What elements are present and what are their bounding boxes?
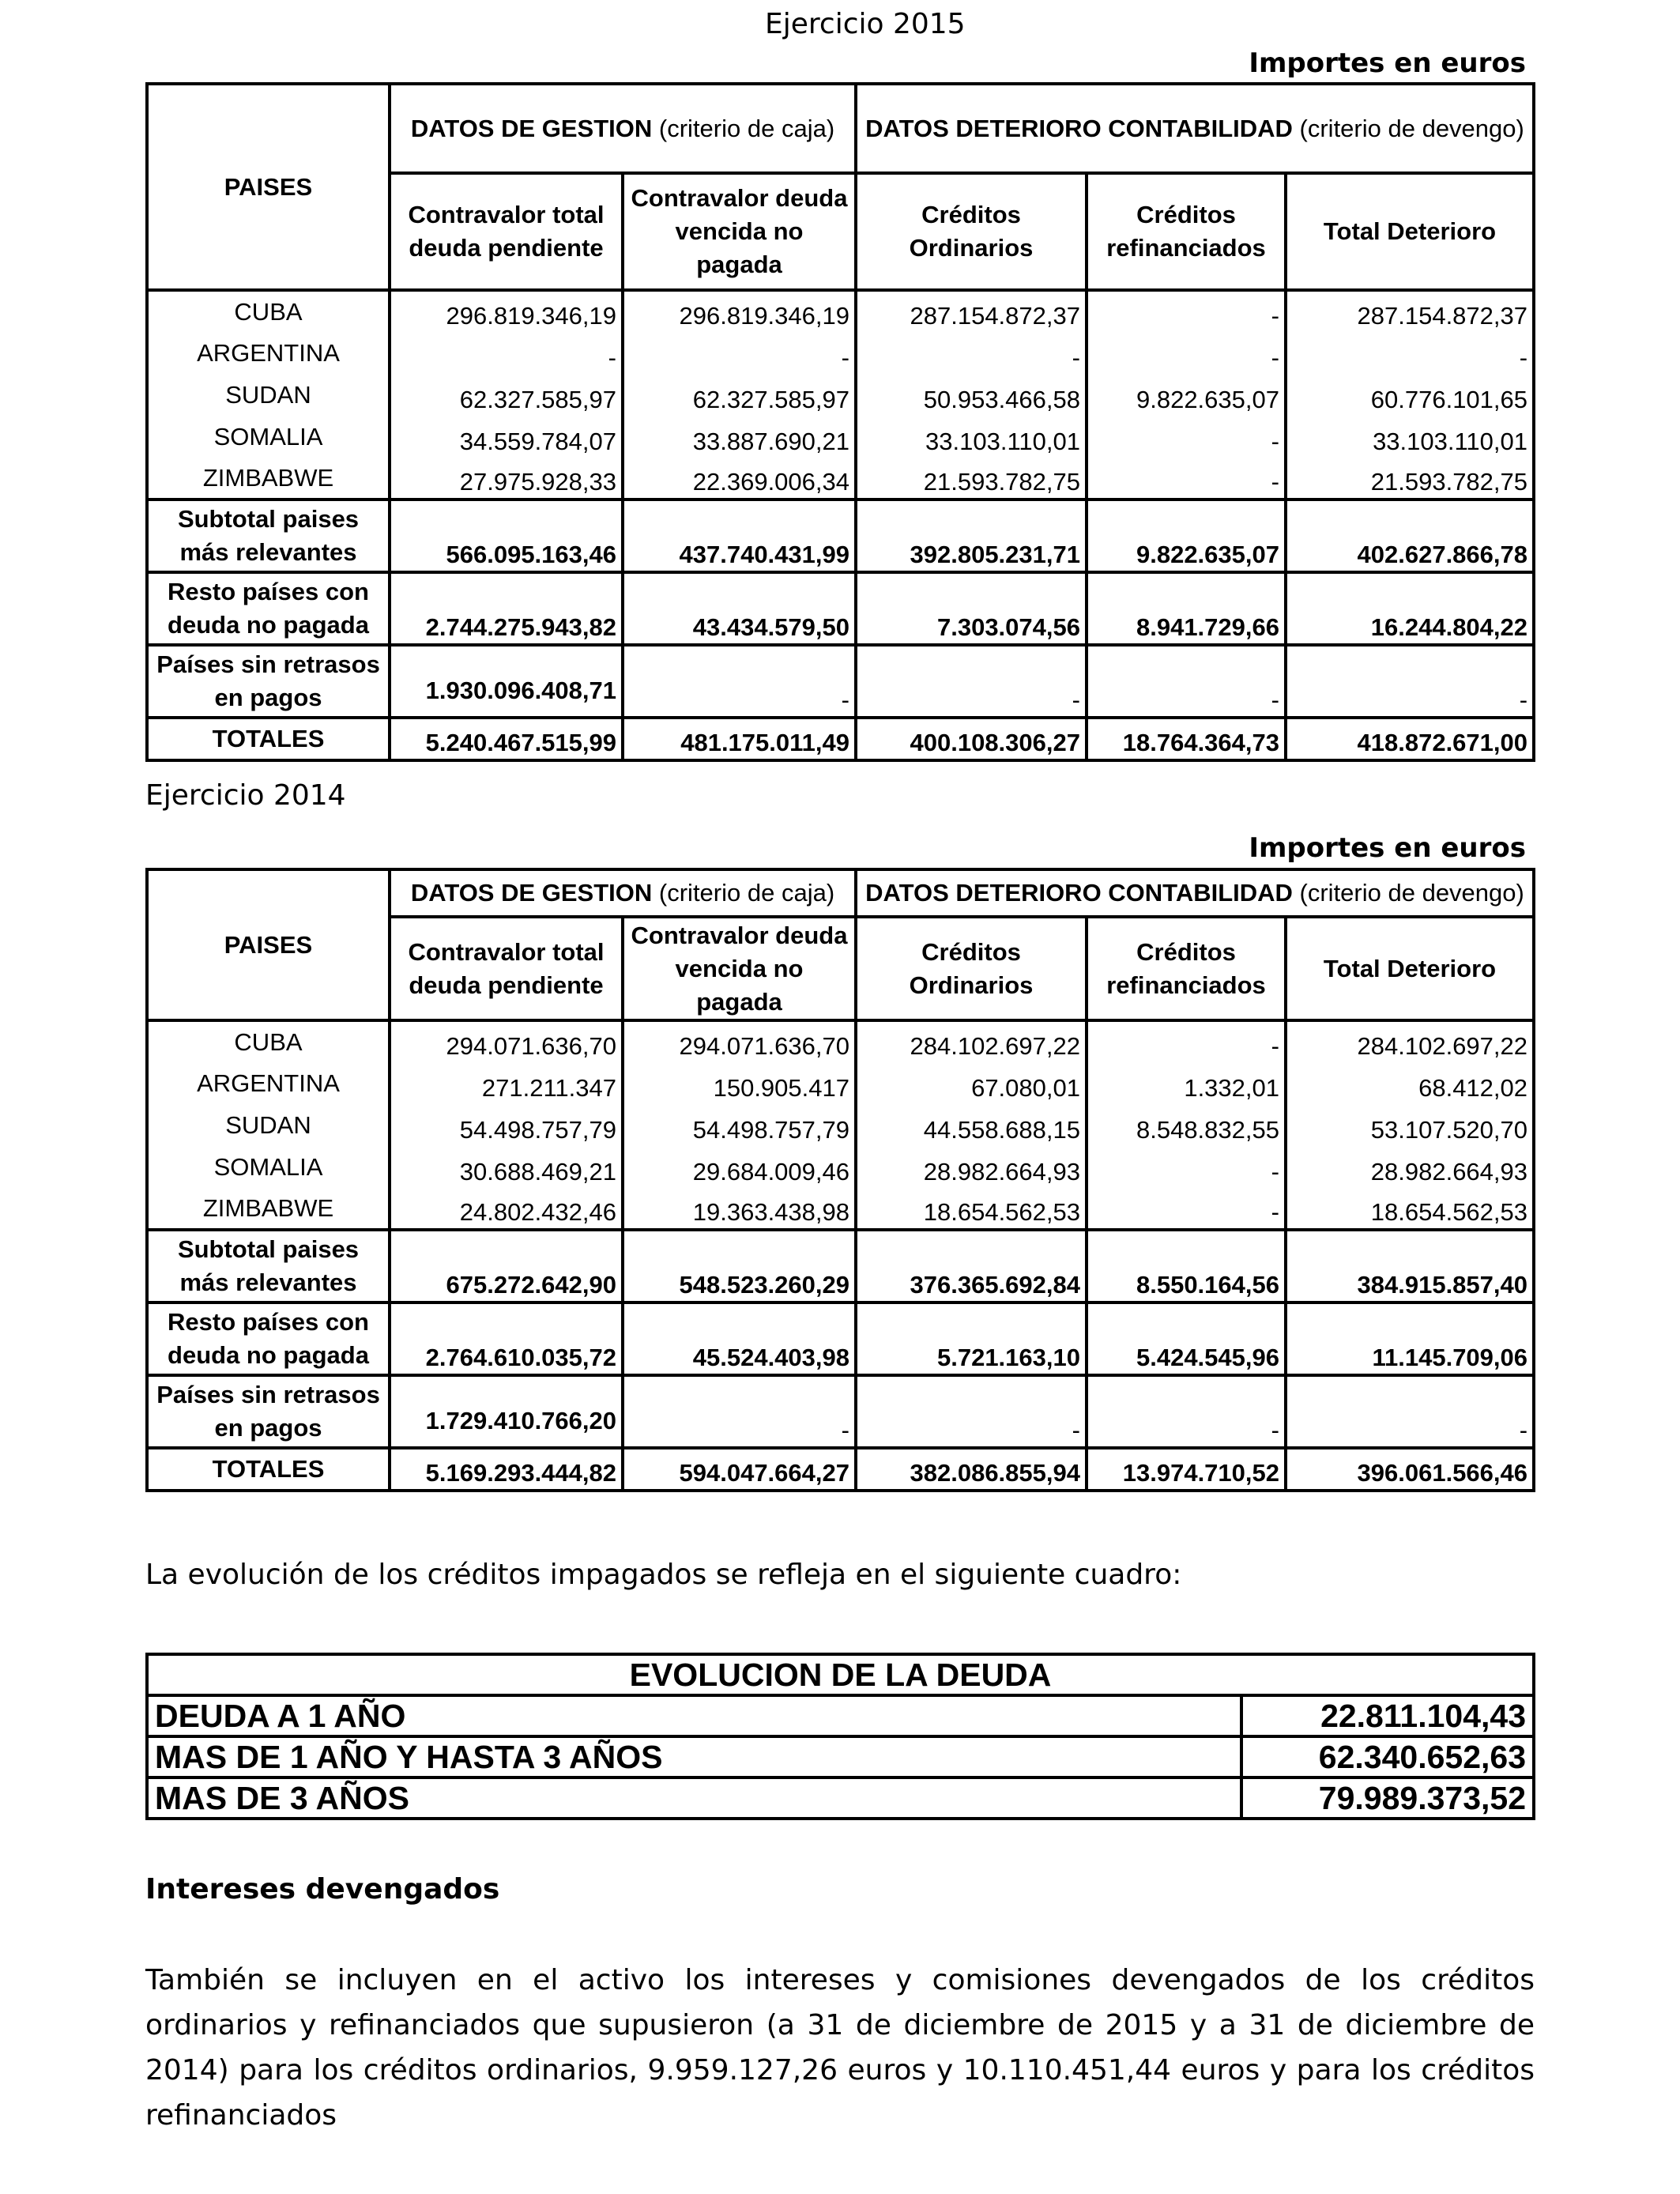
evolucion-intro: La evolución de los créditos impagados se refleja en el siguiente cuadro: [145, 1559, 1182, 1591]
cell: 34.559.784,07 [390, 416, 623, 458]
col-header: Créditos refinanciados [1087, 173, 1286, 290]
units-label-2015: Importes en euros [1249, 47, 1526, 79]
table-row [147, 1020, 1534, 1062]
cell: - [856, 645, 1087, 718]
cell: 396.061.566,46 [1286, 1448, 1534, 1491]
evolucion-row-label: MAS DE 3 AÑOS [147, 1777, 1241, 1819]
cell: 18.654.562,53 [1286, 1188, 1534, 1230]
cell: 5.240.467.515,99 [390, 718, 623, 760]
table-2014 [145, 868, 1535, 1492]
table-2015 [145, 82, 1535, 762]
col-header: Créditos Ordinarios [856, 917, 1087, 1020]
cell: - [1087, 290, 1286, 332]
cell: 29.684.009,46 [623, 1146, 856, 1188]
intereses-heading: Intereses devengados [145, 1873, 500, 1906]
table-row [147, 374, 1534, 416]
col-header: Contravalor deuda vencida no pagada [623, 173, 856, 290]
country-name: CUBA [147, 1020, 390, 1062]
cell: 566.095.163,46 [390, 499, 623, 572]
cell: 16.244.804,22 [1286, 572, 1534, 645]
table-row [147, 1104, 1534, 1146]
cell: 392.805.231,71 [856, 499, 1087, 572]
cell: - [1087, 332, 1286, 374]
cell: 62.327.585,97 [623, 374, 856, 416]
units-label-2014: Importes en euros [1249, 832, 1526, 864]
caption-2014: Ejercicio 2014 [145, 779, 346, 812]
cell: 400.108.306,27 [856, 718, 1087, 760]
intereses-paragraph: También se incluyen en el activo los intereses y comisiones devengados de los créditos ordinarios y refinanciados que supusieron (a 31 de diciembre de 2015 y a 31 de diciembre de 2014) para los créditos ordinarios, 9.959.127,26 euros y 10.110.451,44 euros y para los créditos refinanciados [145, 1964, 1535, 2132]
evolucion-row-label: MAS DE 1 AÑO Y HASTA 3 AÑOS [147, 1736, 1241, 1777]
cell: 1.729.410.766,20 [390, 1375, 623, 1448]
table-row [147, 1146, 1534, 1188]
col-header: Total Deterioro [1286, 917, 1534, 1020]
evolucion-row-value: 22.811.104,43 [1241, 1695, 1534, 1736]
cell: 481.175.011,49 [623, 718, 856, 760]
table-row [147, 1188, 1534, 1230]
cell: 9.822.635,07 [1087, 374, 1286, 416]
cell: 27.975.928,33 [390, 458, 623, 499]
cell: - [1087, 1146, 1286, 1188]
country-name: SUDAN [147, 374, 390, 416]
col-header: Créditos refinanciados [1087, 917, 1286, 1020]
col-header: Contravalor deuda vencida no pagada [623, 917, 856, 1020]
cell: - [623, 645, 856, 718]
cell: - [1286, 1375, 1534, 1448]
cell: 402.627.866,78 [1286, 499, 1534, 572]
cell: 296.819.346,19 [390, 290, 623, 332]
evolucion-row-label: DEUDA A 1 AÑO [147, 1695, 1241, 1736]
header-deterioro: DATOS DETERIORO CONTABILIDAD (criterio de devengo) [856, 84, 1534, 173]
cell: 287.154.872,37 [856, 290, 1087, 332]
cell: 54.498.757,79 [390, 1104, 623, 1146]
cell: 21.593.782,75 [1286, 458, 1534, 499]
cell: 18.764.364,73 [1087, 718, 1286, 760]
country-name: SOMALIA [147, 416, 390, 458]
country-name: ZIMBABWE [147, 1188, 390, 1230]
col-header: Total Deterioro [1286, 173, 1534, 290]
cell: 5.169.293.444,82 [390, 1448, 623, 1491]
header-paises: PAISES [147, 869, 390, 1020]
cell: 287.154.872,37 [1286, 290, 1534, 332]
cell: - [1286, 645, 1534, 718]
cell: 21.593.782,75 [856, 458, 1087, 499]
cell: - [856, 332, 1087, 374]
cell: 43.434.579,50 [623, 572, 856, 645]
cell: 19.363.438,98 [623, 1188, 856, 1230]
cell: 44.558.688,15 [856, 1104, 1087, 1146]
cell: - [1087, 1188, 1286, 1230]
row-label: Subtotal paises más relevantes [147, 499, 390, 572]
country-name: ZIMBABWE [147, 458, 390, 499]
cell: - [1087, 645, 1286, 718]
cell: 271.211.347 [390, 1062, 623, 1104]
cell: 284.102.697,22 [1286, 1020, 1534, 1062]
country-name: CUBA [147, 290, 390, 332]
evolucion-row-value: 79.989.373,52 [1241, 1777, 1534, 1819]
cell: - [1087, 458, 1286, 499]
cell: 2.764.610.035,72 [390, 1302, 623, 1375]
cell: 33.103.110,01 [1286, 416, 1534, 458]
country-name: SOMALIA [147, 1146, 390, 1188]
row-label-totales: TOTALES [147, 1448, 390, 1491]
row-label: Resto países con deuda no pagada [147, 1302, 390, 1375]
header-deterioro: DATOS DETERIORO CONTABILIDAD (criterio de devengo) [856, 869, 1534, 917]
cell: 9.822.635,07 [1087, 499, 1286, 572]
cell: 294.071.636,70 [623, 1020, 856, 1062]
row-label: Subtotal paises más relevantes [147, 1230, 390, 1302]
header-gestion: DATOS DE GESTION (criterio de caja) [390, 84, 856, 173]
cell: 437.740.431,99 [623, 499, 856, 572]
cell: - [623, 332, 856, 374]
evolucion-title: EVOLUCION DE LA DEUDA [147, 1654, 1534, 1695]
cell: - [1087, 416, 1286, 458]
table-row [147, 416, 1534, 458]
cell: - [623, 1375, 856, 1448]
cell: 5.721.163,10 [856, 1302, 1087, 1375]
cell: 22.369.006,34 [623, 458, 856, 499]
cell: 62.327.585,97 [390, 374, 623, 416]
col-header: Contravalor total deuda pendiente [390, 917, 623, 1020]
cell: 150.905.417 [623, 1062, 856, 1104]
table-row [147, 458, 1534, 499]
cell: 33.103.110,01 [856, 416, 1087, 458]
cell: 11.145.709,06 [1286, 1302, 1534, 1375]
cell: 8.548.832,55 [1087, 1104, 1286, 1146]
cell: - [1087, 1020, 1286, 1062]
col-header: Contravalor total deuda pendiente [390, 173, 623, 290]
cell: 296.819.346,19 [623, 290, 856, 332]
row-label-totales: TOTALES [147, 718, 390, 760]
cell: 675.272.642,90 [390, 1230, 623, 1302]
cell: 50.953.466,58 [856, 374, 1087, 416]
header-gestion: DATOS DE GESTION (criterio de caja) [390, 869, 856, 917]
table-row [147, 332, 1534, 374]
cell: 28.982.664,93 [1286, 1146, 1534, 1188]
cell: 384.915.857,40 [1286, 1230, 1534, 1302]
cell: 68.412,02 [1286, 1062, 1534, 1104]
cell: 376.365.692,84 [856, 1230, 1087, 1302]
cell: 382.086.855,94 [856, 1448, 1087, 1491]
cell: 13.974.710,52 [1087, 1448, 1286, 1491]
country-name: SUDAN [147, 1104, 390, 1146]
cell: 8.550.164,56 [1087, 1230, 1286, 1302]
cell: - [390, 332, 623, 374]
table-row [147, 1062, 1534, 1104]
row-label: Países sin retrasos en pagos [147, 1375, 390, 1448]
cell: 1.332,01 [1087, 1062, 1286, 1104]
cell: 53.107.520,70 [1286, 1104, 1534, 1146]
header-paises: PAISES [147, 84, 390, 290]
cell: 30.688.469,21 [390, 1146, 623, 1188]
cell: 24.802.432,46 [390, 1188, 623, 1230]
cell: 294.071.636,70 [390, 1020, 623, 1062]
evolucion-row-value: 62.340.652,63 [1241, 1736, 1534, 1777]
cell: 8.941.729,66 [1087, 572, 1286, 645]
table-row [147, 290, 1534, 332]
cell: 594.047.664,27 [623, 1448, 856, 1491]
cell: 7.303.074,56 [856, 572, 1087, 645]
country-name: ARGENTINA [147, 332, 390, 374]
cell: 18.654.562,53 [856, 1188, 1087, 1230]
cell: 54.498.757,79 [623, 1104, 856, 1146]
cell: 548.523.260,29 [623, 1230, 856, 1302]
cell: 418.872.671,00 [1286, 718, 1534, 760]
cell: 45.524.403,98 [623, 1302, 856, 1375]
cell: 28.982.664,93 [856, 1146, 1087, 1188]
cell: 1.930.096.408,71 [390, 645, 623, 718]
cell: 5.424.545,96 [1087, 1302, 1286, 1375]
cell: - [1286, 332, 1534, 374]
cell: 2.744.275.943,82 [390, 572, 623, 645]
cell: 60.776.101,65 [1286, 374, 1534, 416]
country-name: ARGENTINA [147, 1062, 390, 1104]
cell: 67.080,01 [856, 1062, 1087, 1104]
col-header: Créditos Ordinarios [856, 173, 1087, 290]
row-label: Países sin retrasos en pagos [147, 645, 390, 718]
evolucion-table [145, 1653, 1535, 1820]
cell: 33.887.690,21 [623, 416, 856, 458]
row-label: Resto países con deuda no pagada [147, 572, 390, 645]
cell: - [856, 1375, 1087, 1448]
caption-2015: Ejercicio 2015 [765, 8, 966, 40]
cell: - [1087, 1375, 1286, 1448]
cell: 284.102.697,22 [856, 1020, 1087, 1062]
